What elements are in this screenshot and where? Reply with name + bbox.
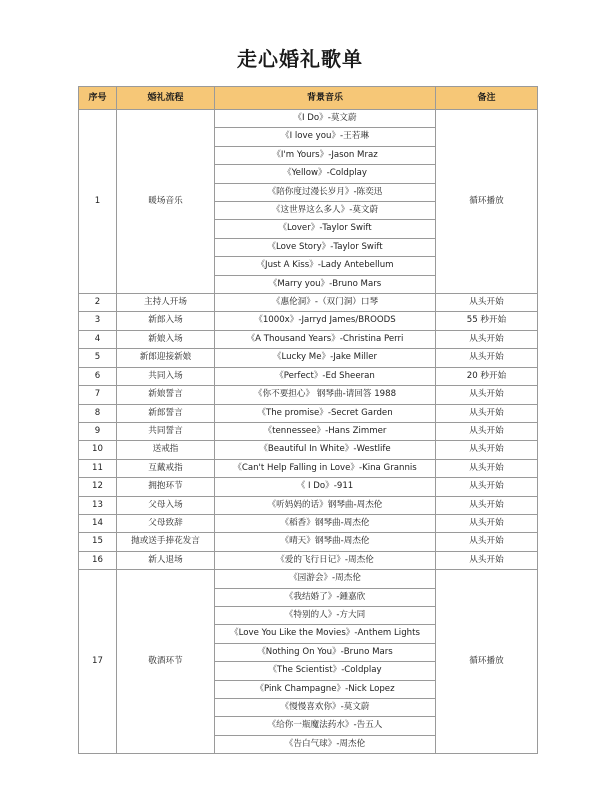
table-row bbox=[79, 110, 538, 128]
wedding-process: 共同誓言 bbox=[117, 422, 215, 440]
wedding-process: 父母入场 bbox=[117, 496, 215, 514]
table-row bbox=[79, 570, 538, 588]
wedding-process: 敬酒环节 bbox=[117, 570, 215, 754]
table-row bbox=[79, 551, 538, 569]
table-header-row bbox=[79, 87, 538, 110]
background-music: 《I'm Yours》-Jason Mraz bbox=[215, 146, 436, 164]
background-music: 《The Scientist》-Coldplay bbox=[215, 662, 436, 680]
row-number: 14 bbox=[79, 514, 117, 532]
remark: 从头开始 bbox=[436, 349, 538, 367]
background-music: 《I Do》-莫文蔚 bbox=[215, 110, 436, 128]
table-row bbox=[79, 441, 538, 459]
table-row bbox=[79, 386, 538, 404]
background-music: 《1000x》-Jarryd James/BROODS bbox=[215, 312, 436, 330]
row-number: 13 bbox=[79, 496, 117, 514]
table-row bbox=[79, 514, 538, 532]
table-row bbox=[79, 459, 538, 477]
background-music: 《给你一瓶魔法药水》-告五人 bbox=[215, 717, 436, 735]
background-music: 《告白气球》-周杰伦 bbox=[215, 735, 436, 753]
row-number: 7 bbox=[79, 386, 117, 404]
table-row bbox=[79, 422, 538, 440]
wedding-process: 主持人开场 bbox=[117, 294, 215, 312]
row-number: 3 bbox=[79, 312, 117, 330]
background-music: 《Lover》-Taylor Swift bbox=[215, 220, 436, 238]
header-process: 婚礼流程 bbox=[117, 87, 215, 110]
remark: 55 秒开始 bbox=[436, 312, 538, 330]
remark: 循环播放 bbox=[436, 110, 538, 294]
background-music: 《Marry you》-Bruno Mars bbox=[215, 275, 436, 293]
row-number: 17 bbox=[79, 570, 117, 754]
row-number: 11 bbox=[79, 459, 117, 477]
background-music: 《The promise》-Secret Garden bbox=[215, 404, 436, 422]
wedding-process: 共同入场 bbox=[117, 367, 215, 385]
wedding-process: 送戒指 bbox=[117, 441, 215, 459]
wedding-process: 新娘誓言 bbox=[117, 386, 215, 404]
background-music: 《A Thousand Years》-Christina Perri bbox=[215, 330, 436, 348]
background-music: 《Beautiful In White》-Westlife bbox=[215, 441, 436, 459]
remark: 从头开始 bbox=[436, 478, 538, 496]
header-num: 序号 bbox=[79, 87, 117, 110]
table-row bbox=[79, 404, 538, 422]
background-music: 《稻香》钢琴曲-周杰伦 bbox=[215, 514, 436, 532]
background-music: 《爱的飞行日记》-周杰伦 bbox=[215, 551, 436, 569]
remark: 从头开始 bbox=[436, 404, 538, 422]
row-number: 8 bbox=[79, 404, 117, 422]
remark: 从头开始 bbox=[436, 330, 538, 348]
background-music: 《Nothing On You》-Bruno Mars bbox=[215, 643, 436, 661]
background-music: 《园游会》-周杰伦 bbox=[215, 570, 436, 588]
table-row bbox=[79, 312, 538, 330]
table-row bbox=[79, 478, 538, 496]
background-music: 《慢慢喜欢你》-莫文蔚 bbox=[215, 699, 436, 717]
row-number: 9 bbox=[79, 422, 117, 440]
header-note: 备注 bbox=[436, 87, 538, 110]
background-music: 《Lucky Me》-Jake Miller bbox=[215, 349, 436, 367]
background-music: 《Love You Like the Movies》-Anthem Lights bbox=[215, 625, 436, 643]
background-music: 《Pink Champagne》-Nick Lopez bbox=[215, 680, 436, 698]
background-music: 《你不要担心》 钢琴曲-请回答 1988 bbox=[215, 386, 436, 404]
background-music: 《我结婚了》-鍾嘉欣 bbox=[215, 588, 436, 606]
song-table bbox=[78, 86, 538, 754]
remark: 20 秒开始 bbox=[436, 367, 538, 385]
header-music: 背景音乐 bbox=[215, 87, 436, 110]
wedding-process: 抛或送手捧花发言 bbox=[117, 533, 215, 551]
background-music: 《Yellow》-Coldplay bbox=[215, 165, 436, 183]
remark: 从头开始 bbox=[436, 496, 538, 514]
wedding-process: 暖场音乐 bbox=[117, 110, 215, 294]
wedding-process: 互戴戒指 bbox=[117, 459, 215, 477]
background-music: 《这世界这么多人》-莫文蔚 bbox=[215, 202, 436, 220]
background-music: 《听妈妈的话》钢琴曲-周杰伦 bbox=[215, 496, 436, 514]
wedding-process: 新郎入场 bbox=[117, 312, 215, 330]
page-title: 走心婚礼歌单 bbox=[237, 47, 363, 71]
background-music: 《晴天》钢琴曲-周杰伦 bbox=[215, 533, 436, 551]
background-music: 《Just A Kiss》-Lady Antebellum bbox=[215, 257, 436, 275]
background-music: 《Can't Help Falling in Love》-Kina Grannis bbox=[215, 459, 436, 477]
table-row bbox=[79, 330, 538, 348]
wedding-process: 新郎誓言 bbox=[117, 404, 215, 422]
table-body bbox=[79, 110, 538, 754]
wedding-process: 父母致辞 bbox=[117, 514, 215, 532]
table-row bbox=[79, 367, 538, 385]
table-row bbox=[79, 496, 538, 514]
table-row bbox=[79, 294, 538, 312]
remark: 从头开始 bbox=[436, 551, 538, 569]
row-number: 16 bbox=[79, 551, 117, 569]
remark: 从头开始 bbox=[436, 386, 538, 404]
background-music: 《tennessee》-Hans Zimmer bbox=[215, 422, 436, 440]
remark: 从头开始 bbox=[436, 294, 538, 312]
remark: 从头开始 bbox=[436, 441, 538, 459]
background-music: 《 I Do》-911 bbox=[215, 478, 436, 496]
table-row bbox=[79, 533, 538, 551]
background-music: 《Love Story》-Taylor Swift bbox=[215, 238, 436, 256]
row-number: 1 bbox=[79, 110, 117, 294]
row-number: 15 bbox=[79, 533, 117, 551]
remark: 循环播放 bbox=[436, 570, 538, 754]
background-music: 《陪你度过漫长岁月》-陈奕迅 bbox=[215, 183, 436, 201]
background-music: 《惠伦洞》-（双门洞）口琴 bbox=[215, 294, 436, 312]
remark: 从头开始 bbox=[436, 533, 538, 551]
table-row bbox=[79, 349, 538, 367]
wedding-process: 新人退场 bbox=[117, 551, 215, 569]
remark: 从头开始 bbox=[436, 514, 538, 532]
row-number: 10 bbox=[79, 441, 117, 459]
row-number: 2 bbox=[79, 294, 117, 312]
wedding-process: 拥抱环节 bbox=[117, 478, 215, 496]
background-music: 《Perfect》-Ed Sheeran bbox=[215, 367, 436, 385]
row-number: 4 bbox=[79, 330, 117, 348]
background-music: 《I love you》-王若琳 bbox=[215, 128, 436, 146]
background-music: 《特别的人》-方大同 bbox=[215, 606, 436, 624]
wedding-process: 新郎迎接新娘 bbox=[117, 349, 215, 367]
remark: 从头开始 bbox=[436, 422, 538, 440]
row-number: 6 bbox=[79, 367, 117, 385]
remark: 从头开始 bbox=[436, 459, 538, 477]
row-number: 12 bbox=[79, 478, 117, 496]
row-number: 5 bbox=[79, 349, 117, 367]
wedding-process: 新娘入场 bbox=[117, 330, 215, 348]
